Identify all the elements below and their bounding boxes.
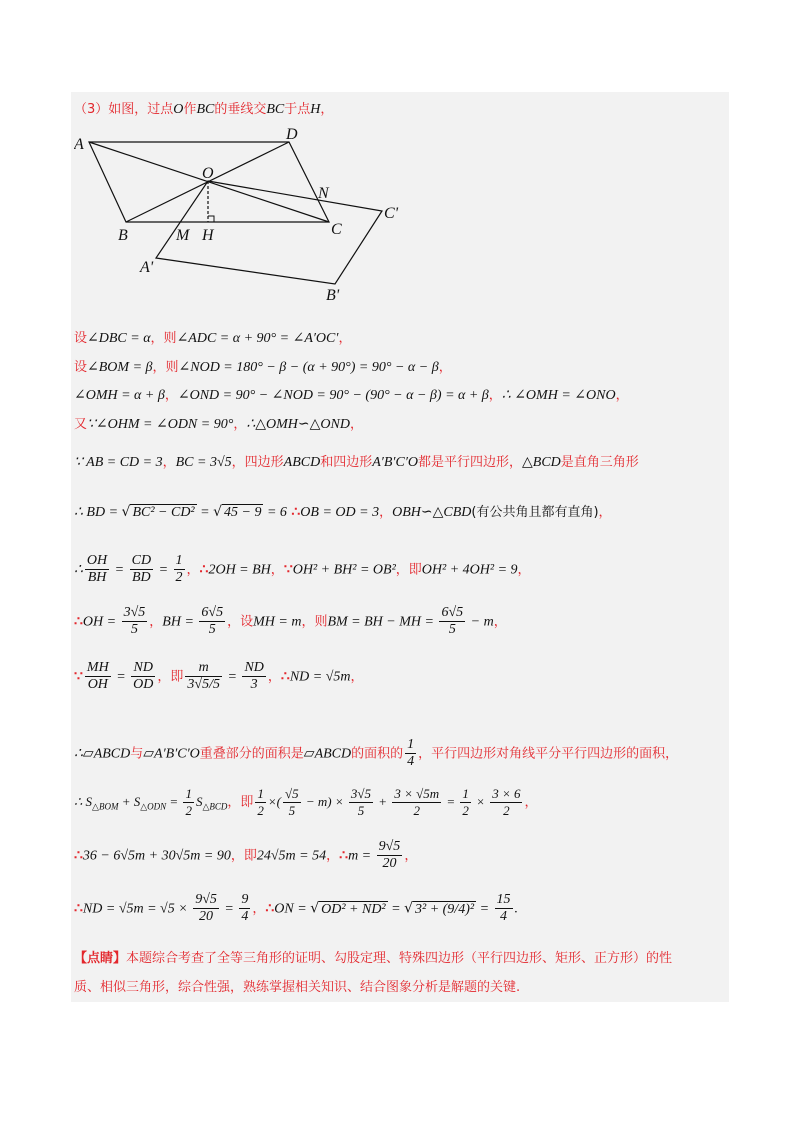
solution-line-9: ∵ $\frac{MH}{OH}$ = $\frac{ND}{OD}$ ，即 $\frac{m}{3√5/5}$ = $\frac{ND}{3}$ ，∴ND = √5m， xyxy=(74,660,364,692)
fraction: $\frac{3 \times 6}{2}$ xyxy=(492,786,521,818)
solution-line-10: ∴▱ABCD与▱A′B′C′O重叠部分的面积是▱ABCD的面积的 $\frac{1}{4}$ ，平行四边形对角线平分平行四边形的面积， xyxy=(74,737,679,769)
geometry-figure xyxy=(74,122,414,312)
label-h: H xyxy=(202,227,214,244)
fraction: $\frac{m}{3√5/5}$ xyxy=(187,660,220,692)
label-a: A xyxy=(74,136,84,153)
label-d: D xyxy=(286,126,298,143)
sqrt-sign: √ xyxy=(213,504,223,520)
solution-line-3: ∠OMH = α + β，∠OND = 90° − ∠NOD = 90° − (90° − α − β) = α + β，∴ ∠OMH = ∠ONO， xyxy=(74,388,629,403)
sqrt-sign: √ xyxy=(404,900,413,917)
solution-line-2: 设∠BOM = β，则∠NOD = 180° − β − (α + 90°) = 90° − α − β， xyxy=(74,360,452,375)
solution-line-6: ∴ BD = √ BC² − CD² = √ 45 − 9 = 6 ∴OB = OD = 3，OBH∽△CBD(有公共角且都有直角)， xyxy=(74,504,612,520)
label-a-prime: A' xyxy=(140,259,154,276)
fraction: $\frac{1}{2}$ xyxy=(185,786,192,818)
comment-line-2: 质、相似三角形，综合性强，熟练掌握相关知识、结合图象分析是解题的关键. xyxy=(74,980,521,995)
part-tag: （3） xyxy=(74,102,109,117)
label-b: B xyxy=(118,227,128,244)
solution-line-11: ∴ $S_{\triangle BOM} + S_{\triangle ODN}$ = $\frac{1}{2}$ $S_{\triangle BCD}$，即 $\frac{1}{2}$ ×( $\frac{√5}{5}$ − m) × $\frac{3√5}{5}$ + $\frac{3 \times √5m}{2}$ = $\frac{1}{2}$ × $\frac{3 \times 6}{2}$ ， xyxy=(74,786,538,818)
fraction: $\frac{ND}{3}$ xyxy=(244,660,264,692)
label-c: C xyxy=(331,221,342,238)
intro-line: （3）如图，过点O作BC的垂线交BC于点H， xyxy=(74,102,334,117)
fraction: $\frac{6√5}{5}$ xyxy=(201,605,224,637)
fraction: $\frac{3√5}{5}$ xyxy=(123,605,146,637)
label-n: N xyxy=(318,185,329,202)
fraction: $\frac{9√5}{20}$ xyxy=(378,839,401,871)
fraction: $\frac{3√5}{5}$ xyxy=(350,786,372,818)
solution-line-12: ∴36 − 6√5m + 30√5m = 90，即24√5m = 54，∴m = $\frac{9√5}{20}$ ， xyxy=(74,839,418,871)
label-c-prime: C' xyxy=(384,205,399,222)
solution-line-7: ∴ $\frac{OH}{BH}$ = $\frac{CD}{BD}$ = $\frac{1}{2}$ ，∴2OH = BH，∵OH² + BH² = OB²，即OH² + 4OH² = 9， xyxy=(74,553,531,585)
label-m: M xyxy=(176,227,190,244)
solution-line-13: ∴ND = √5m = √5 × $\frac{9√5}{20}$ = $\frac{9}{4}$ ，∴ON = √ OD² + ND² = √ 3² + (9/4)² = $\frac{15}{4}$ . xyxy=(74,892,519,924)
fraction: $\frac{1}{2}$ xyxy=(175,553,183,585)
fraction: $\frac{9}{4}$ xyxy=(241,892,249,924)
fraction: $\frac{9√5}{20}$ xyxy=(195,892,217,924)
dianjing-tag: 【点睛】 xyxy=(74,951,127,966)
fraction: $\frac{6√5}{5}$ xyxy=(441,605,464,637)
right-angle-mark xyxy=(208,216,214,222)
sqrt-sign: √ xyxy=(310,900,320,917)
label-o: O xyxy=(202,165,214,182)
solution-line-5: ∵ AB = CD = 3，BC = 3√5，四边形ABCD和四边形A′B′C′O都是平行四边形，△BCD是直角三角形 xyxy=(74,455,639,470)
fraction: $\frac{3 \times √5m}{2}$ xyxy=(394,786,440,818)
fraction: $\frac{ND}{OD}$ xyxy=(133,660,154,692)
solution-line-8: ∴OH = $\frac{3√5}{5}$ ，BH = $\frac{6√5}{5}$ ，设MH = m，则BM = BH − MH = $\frac{6√5}{5}$ − m， xyxy=(74,605,507,637)
fraction: $\frac{15}{4}$ xyxy=(496,892,511,924)
fraction: $\frac{OH}{BH}$ xyxy=(86,553,108,585)
fraction: $\frac{1}{2}$ xyxy=(257,786,264,818)
fraction: $\frac{MH}{OH}$ xyxy=(86,660,109,692)
solution-line-4: 又∵∠OHM = ∠ODN = 90°，∴△OMH∽△OND， xyxy=(74,417,363,432)
fraction: $\frac{√5}{5}$ xyxy=(285,786,299,818)
fraction: $\frac{1}{4}$ xyxy=(407,737,415,769)
diagonal-ac xyxy=(89,142,329,222)
fraction: $\frac{1}{2}$ xyxy=(462,786,469,818)
sqrt-sign: √ xyxy=(121,504,131,520)
comment-line-1: 【点睛】本题综合考查了全等三角形的证明、勾股定理、特殊四边形（平行四边形、矩形、正方形）的性 xyxy=(74,951,673,966)
parallelogram-a1b1c1o xyxy=(156,181,382,284)
label-b-prime: B' xyxy=(326,287,340,304)
fraction: $\frac{CD}{BD}$ xyxy=(131,553,152,585)
solution-line-1: 设∠DBC = α，则∠ADC = α + 90° = ∠A′OC′， xyxy=(74,331,352,346)
